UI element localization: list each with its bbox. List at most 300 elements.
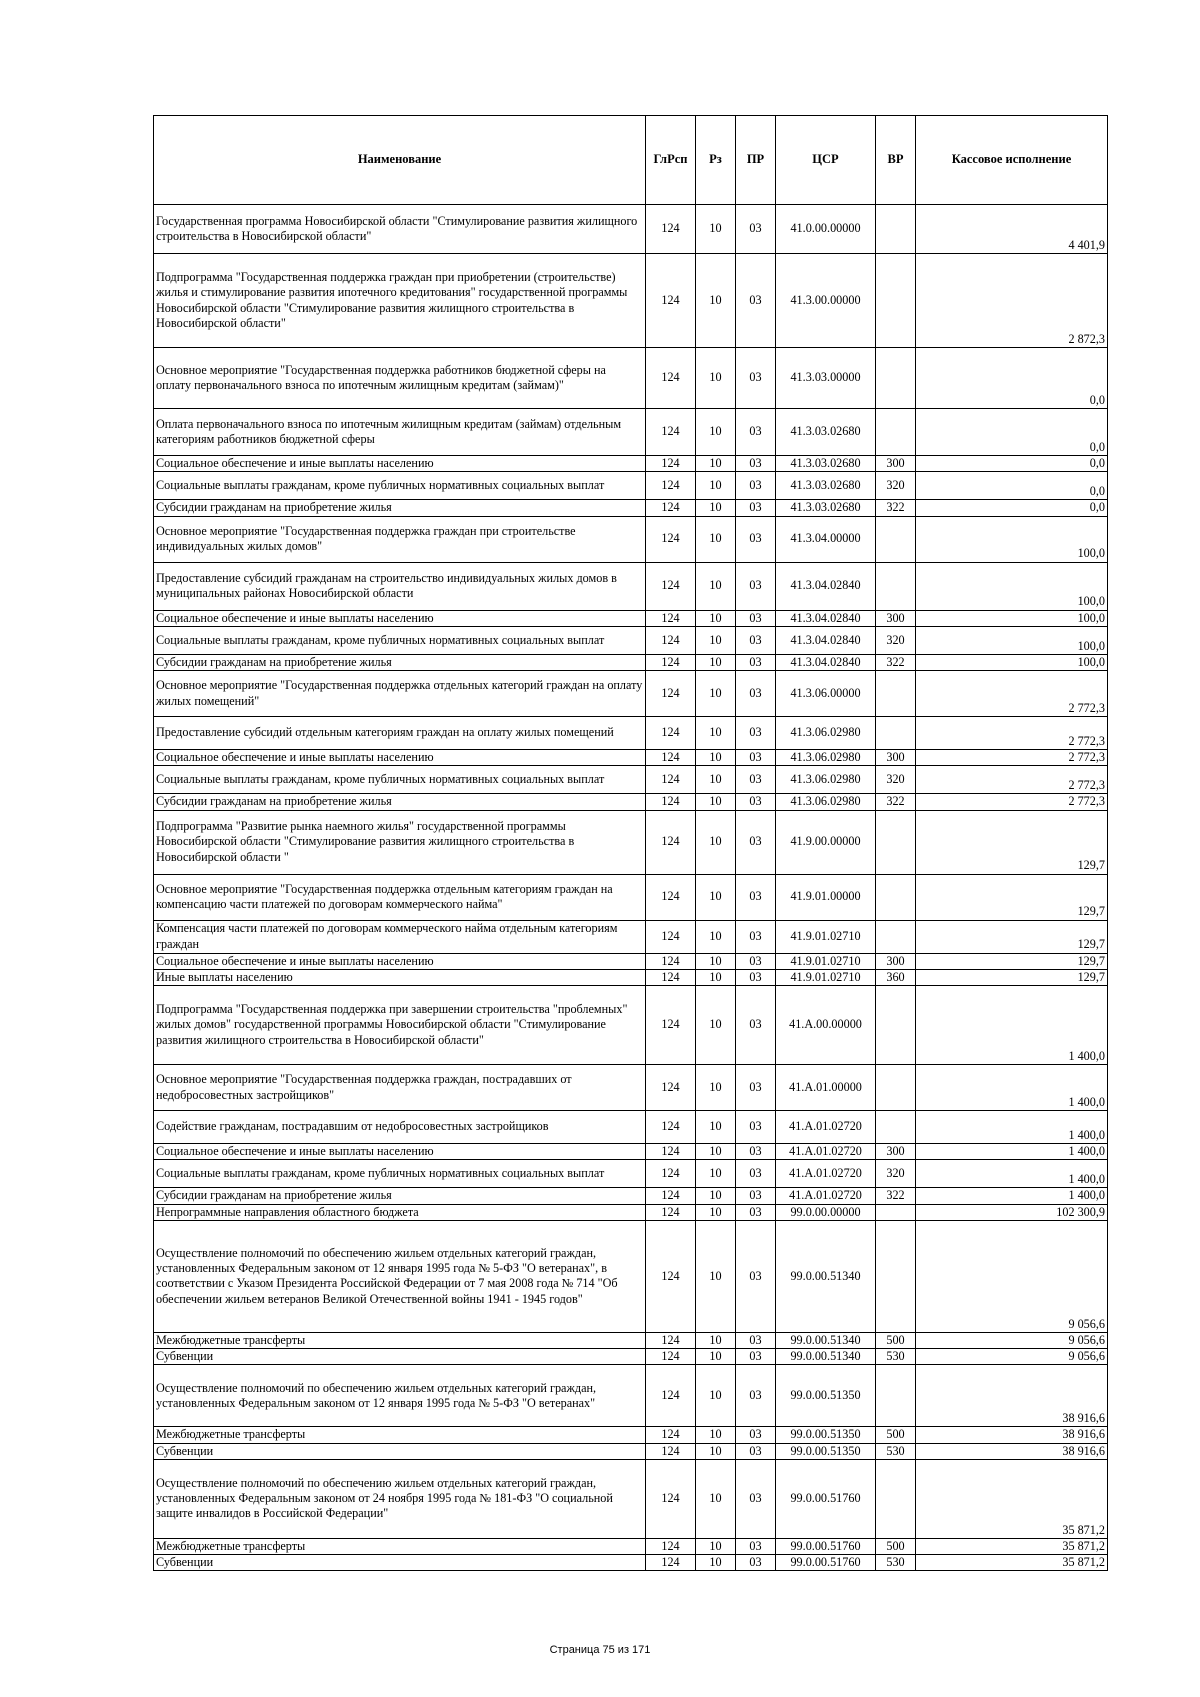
cell-csr: 41.A.00.00000 — [776, 986, 876, 1065]
cell-pr: 03 — [736, 516, 776, 562]
table-row — [154, 456, 1108, 472]
cell-name: Социальные выплаты гражданам, кроме публичных нормативных социальных выплат — [154, 1160, 646, 1188]
cell-rz: 10 — [696, 874, 736, 920]
cell-amount: 9 056,6 — [916, 1220, 1108, 1332]
cell-vr: 320 — [876, 766, 916, 794]
cell-amount: 2 772,3 — [916, 766, 1108, 794]
table-row — [154, 1220, 1108, 1332]
cell-name: Социальные выплаты гражданам, кроме публичных нормативных социальных выплат — [154, 766, 646, 794]
cell-amount: 35 871,2 — [916, 1459, 1108, 1538]
budget-execution-table — [153, 115, 1108, 1571]
cell-glrsp: 124 — [646, 969, 696, 985]
cell-rz: 10 — [696, 562, 736, 610]
cell-vr — [876, 1111, 916, 1144]
cell-vr: 320 — [876, 1160, 916, 1188]
cell-glrsp: 124 — [646, 1160, 696, 1188]
cell-vr — [876, 409, 916, 456]
cell-name: Социальное обеспечение и иные выплаты населению — [154, 456, 646, 472]
cell-pr: 03 — [736, 1144, 776, 1160]
cell-csr: 99.0.00.51760 — [776, 1555, 876, 1571]
header-pr: ПР — [736, 116, 776, 205]
table-row — [154, 953, 1108, 969]
cell-pr: 03 — [736, 671, 776, 717]
header-csr: ЦСР — [776, 116, 876, 205]
cell-csr: 41.A.01.00000 — [776, 1065, 876, 1111]
cell-vr: 322 — [876, 1188, 916, 1204]
cell-amount: 1 400,0 — [916, 1160, 1108, 1188]
cell-glrsp: 124 — [646, 1349, 696, 1365]
table-row — [154, 1144, 1108, 1160]
cell-csr: 41.3.06.00000 — [776, 671, 876, 717]
table-row — [154, 1204, 1108, 1220]
cell-vr: 500 — [876, 1538, 916, 1554]
cell-csr: 99.0.00.51350 — [776, 1365, 876, 1427]
table-header-row — [154, 116, 1108, 205]
cell-glrsp: 124 — [646, 874, 696, 920]
cell-rz: 10 — [696, 1349, 736, 1365]
cell-amount: 9 056,6 — [916, 1349, 1108, 1365]
cell-pr: 03 — [736, 953, 776, 969]
cell-vr: 322 — [876, 654, 916, 670]
table-row — [154, 654, 1108, 670]
page-number: Страница 75 из 171 — [549, 1644, 651, 1656]
cell-csr: 41.3.06.02980 — [776, 717, 876, 750]
cell-pr: 03 — [736, 348, 776, 409]
cell-name: Субсидии гражданам на приобретение жилья — [154, 500, 646, 516]
table-row — [154, 562, 1108, 610]
cell-name: Предоставление субсидий отдельным категориям граждан на оплату жилых помещений — [154, 717, 646, 750]
cell-csr: 99.0.00.51340 — [776, 1220, 876, 1332]
cell-csr: 41.0.00.00000 — [776, 205, 876, 254]
cell-pr: 03 — [736, 1204, 776, 1220]
table-row — [154, 610, 1108, 626]
cell-rz: 10 — [696, 610, 736, 626]
cell-amount: 129,7 — [916, 874, 1108, 920]
table-row — [154, 874, 1108, 920]
cell-amount: 0,0 — [916, 500, 1108, 516]
table-row — [154, 986, 1108, 1065]
cell-glrsp: 124 — [646, 562, 696, 610]
table-row — [154, 1555, 1108, 1571]
table-row — [154, 794, 1108, 810]
cell-vr: 360 — [876, 969, 916, 985]
cell-glrsp: 124 — [646, 1538, 696, 1554]
cell-vr: 530 — [876, 1443, 916, 1459]
cell-pr: 03 — [736, 1538, 776, 1554]
document-page — [153, 115, 1107, 1571]
cell-csr: 41.3.06.02980 — [776, 794, 876, 810]
cell-amount: 38 916,6 — [916, 1443, 1108, 1459]
cell-rz: 10 — [696, 500, 736, 516]
cell-amount: 1 400,0 — [916, 1188, 1108, 1204]
table-row — [154, 1459, 1108, 1538]
table-row — [154, 1443, 1108, 1459]
cell-glrsp: 124 — [646, 205, 696, 254]
cell-pr: 03 — [736, 766, 776, 794]
cell-pr: 03 — [736, 500, 776, 516]
table-row — [154, 766, 1108, 794]
cell-vr — [876, 717, 916, 750]
cell-name: Государственная программа Новосибирской области "Стимулирование развития жилищного строительства в Новосибирской области" — [154, 205, 646, 254]
cell-csr: 41.3.04.02840 — [776, 562, 876, 610]
cell-amount: 0,0 — [916, 472, 1108, 500]
cell-vr: 300 — [876, 456, 916, 472]
cell-rz: 10 — [696, 986, 736, 1065]
cell-csr: 41.A.01.02720 — [776, 1111, 876, 1144]
cell-name: Осуществление полномочий по обеспечению жильем отдельных категорий граждан, установленных Федеральным законом от 12 января 1995 года № 5-ФЗ "О ветеранах", в соответствии с Указом Президента Российской Федерации от 7 мая 2008 года № 714 "Об обеспечении жильем ветеранов Великой Отечественной войны 1941 - 1945 годов" — [154, 1220, 646, 1332]
cell-rz: 10 — [696, 456, 736, 472]
cell-glrsp: 124 — [646, 1188, 696, 1204]
cell-pr: 03 — [736, 1332, 776, 1348]
cell-amount: 2 772,3 — [916, 717, 1108, 750]
table-row — [154, 1349, 1108, 1365]
cell-pr: 03 — [736, 1443, 776, 1459]
cell-vr — [876, 920, 916, 953]
cell-rz: 10 — [696, 1555, 736, 1571]
cell-vr: 530 — [876, 1555, 916, 1571]
cell-csr: 41.9.01.02710 — [776, 920, 876, 953]
cell-csr: 41.A.01.02720 — [776, 1160, 876, 1188]
cell-pr: 03 — [736, 794, 776, 810]
cell-glrsp: 124 — [646, 1459, 696, 1538]
cell-amount: 35 871,2 — [916, 1538, 1108, 1554]
cell-glrsp: 124 — [646, 1204, 696, 1220]
cell-glrsp: 124 — [646, 1144, 696, 1160]
cell-rz: 10 — [696, 254, 736, 348]
cell-glrsp: 124 — [646, 810, 696, 874]
cell-glrsp: 124 — [646, 920, 696, 953]
cell-csr: 99.0.00.51350 — [776, 1427, 876, 1443]
cell-name: Оплата первоначального взноса по ипотечным жилищным кредитам (займам) отдельным категориям работников бюджетной сферы — [154, 409, 646, 456]
cell-pr: 03 — [736, 1459, 776, 1538]
table-row — [154, 1188, 1108, 1204]
cell-vr: 500 — [876, 1427, 916, 1443]
cell-csr: 99.0.00.51760 — [776, 1538, 876, 1554]
cell-rz: 10 — [696, 1111, 736, 1144]
cell-name: Субвенции — [154, 1555, 646, 1571]
table-row — [154, 348, 1108, 409]
cell-vr — [876, 254, 916, 348]
cell-amount: 129,7 — [916, 920, 1108, 953]
cell-csr: 41.9.01.00000 — [776, 874, 876, 920]
cell-vr — [876, 205, 916, 254]
cell-amount: 100,0 — [916, 516, 1108, 562]
cell-pr: 03 — [736, 1065, 776, 1111]
cell-rz: 10 — [696, 516, 736, 562]
cell-rz: 10 — [696, 794, 736, 810]
table-row — [154, 516, 1108, 562]
cell-pr: 03 — [736, 205, 776, 254]
header-name: Наименование — [154, 116, 646, 205]
cell-name: Межбюджетные трансферты — [154, 1332, 646, 1348]
cell-glrsp: 124 — [646, 1427, 696, 1443]
cell-glrsp: 124 — [646, 750, 696, 766]
cell-glrsp: 124 — [646, 254, 696, 348]
cell-name: Социальное обеспечение и иные выплаты населению — [154, 1144, 646, 1160]
cell-pr: 03 — [736, 1365, 776, 1427]
cell-glrsp: 124 — [646, 717, 696, 750]
cell-name: Субсидии гражданам на приобретение жилья — [154, 654, 646, 670]
cell-pr: 03 — [736, 1427, 776, 1443]
header-rz: Рз — [696, 116, 736, 205]
cell-name: Подпрограмма "Государственная поддержка при завершении строительства "проблемных" жилых домов" государственной программы Новосибирской области "Стимулирование развития жилищного строительства в Новосибирской области" — [154, 986, 646, 1065]
table-body — [154, 205, 1108, 1571]
cell-pr: 03 — [736, 986, 776, 1065]
cell-csr: 41.3.04.02840 — [776, 654, 876, 670]
cell-name: Социальное обеспечение и иные выплаты населению — [154, 750, 646, 766]
table-row — [154, 1365, 1108, 1427]
cell-pr: 03 — [736, 254, 776, 348]
cell-csr: 41.3.03.02680 — [776, 456, 876, 472]
cell-vr — [876, 562, 916, 610]
cell-amount: 38 916,6 — [916, 1365, 1108, 1427]
cell-rz: 10 — [696, 810, 736, 874]
table-row — [154, 920, 1108, 953]
cell-pr: 03 — [736, 1555, 776, 1571]
cell-vr — [876, 1365, 916, 1427]
cell-amount: 1 400,0 — [916, 1065, 1108, 1111]
cell-csr: 41.3.03.02680 — [776, 472, 876, 500]
cell-rz: 10 — [696, 1065, 736, 1111]
cell-vr — [876, 1204, 916, 1220]
table-row — [154, 671, 1108, 717]
cell-name: Межбюджетные трансферты — [154, 1538, 646, 1554]
cell-csr: 41.3.04.00000 — [776, 516, 876, 562]
cell-vr: 320 — [876, 626, 916, 654]
cell-amount: 129,7 — [916, 953, 1108, 969]
cell-pr: 03 — [736, 610, 776, 626]
cell-rz: 10 — [696, 1365, 736, 1427]
cell-amount: 100,0 — [916, 626, 1108, 654]
table-row — [154, 1332, 1108, 1348]
cell-amount: 129,7 — [916, 969, 1108, 985]
page-footer — [0, 1644, 1200, 1656]
cell-amount: 1 400,0 — [916, 1111, 1108, 1144]
cell-amount: 1 400,0 — [916, 986, 1108, 1065]
cell-csr: 99.0.00.51340 — [776, 1349, 876, 1365]
cell-glrsp: 124 — [646, 1365, 696, 1427]
cell-name: Субсидии гражданам на приобретение жилья — [154, 1188, 646, 1204]
cell-name: Основное мероприятие "Государственная поддержка граждан, пострадавших от недобросовестных застройщиков" — [154, 1065, 646, 1111]
cell-glrsp: 124 — [646, 500, 696, 516]
cell-glrsp: 124 — [646, 472, 696, 500]
table-row — [154, 254, 1108, 348]
table-row — [154, 717, 1108, 750]
cell-amount: 4 401,9 — [916, 205, 1108, 254]
cell-name: Межбюджетные трансферты — [154, 1427, 646, 1443]
cell-name: Подпрограмма "Развитие рынка наемного жилья" государственной программы Новосибирской области "Стимулирование развития жилищного строительства в Новосибирской области " — [154, 810, 646, 874]
cell-pr: 03 — [736, 456, 776, 472]
cell-rz: 10 — [696, 969, 736, 985]
cell-csr: 99.0.00.00000 — [776, 1204, 876, 1220]
cell-csr: 41.3.06.02980 — [776, 766, 876, 794]
cell-csr: 99.0.00.51340 — [776, 1332, 876, 1348]
cell-name: Предоставление субсидий гражданам на строительство индивидуальных жилых домов в муниципальных районах Новосибирской области — [154, 562, 646, 610]
table-row — [154, 810, 1108, 874]
cell-name: Содействие гражданам, пострадавшим от недобросовестных застройщиков — [154, 1111, 646, 1144]
cell-csr: 41.3.04.02840 — [776, 626, 876, 654]
table-row — [154, 1111, 1108, 1144]
cell-rz: 10 — [696, 717, 736, 750]
cell-pr: 03 — [736, 1349, 776, 1365]
cell-glrsp: 124 — [646, 456, 696, 472]
cell-vr — [876, 810, 916, 874]
cell-vr: 530 — [876, 1349, 916, 1365]
cell-pr: 03 — [736, 717, 776, 750]
cell-pr: 03 — [736, 1220, 776, 1332]
cell-amount: 38 916,6 — [916, 1427, 1108, 1443]
cell-glrsp: 124 — [646, 409, 696, 456]
cell-glrsp: 124 — [646, 1111, 696, 1144]
cell-pr: 03 — [736, 409, 776, 456]
cell-name: Основное мероприятие "Государственная поддержка отдельным категориям граждан на компенсацию части платежей по договорам коммерческого найма" — [154, 874, 646, 920]
cell-pr: 03 — [736, 874, 776, 920]
cell-vr: 322 — [876, 794, 916, 810]
cell-name: Социальное обеспечение и иные выплаты населению — [154, 953, 646, 969]
cell-glrsp: 124 — [646, 516, 696, 562]
cell-csr: 41.9.01.02710 — [776, 953, 876, 969]
cell-rz: 10 — [696, 1188, 736, 1204]
cell-csr: 99.0.00.51350 — [776, 1443, 876, 1459]
cell-rz: 10 — [696, 472, 736, 500]
cell-rz: 10 — [696, 626, 736, 654]
cell-amount: 2 772,3 — [916, 794, 1108, 810]
cell-glrsp: 124 — [646, 1443, 696, 1459]
table-row — [154, 1065, 1108, 1111]
cell-pr: 03 — [736, 562, 776, 610]
cell-vr — [876, 874, 916, 920]
cell-rz: 10 — [696, 1427, 736, 1443]
cell-pr: 03 — [736, 920, 776, 953]
cell-pr: 03 — [736, 810, 776, 874]
table-row — [154, 409, 1108, 456]
cell-rz: 10 — [696, 1204, 736, 1220]
cell-vr — [876, 516, 916, 562]
cell-rz: 10 — [696, 1538, 736, 1554]
cell-csr: 41.3.04.02840 — [776, 610, 876, 626]
cell-name: Социальное обеспечение и иные выплаты населению — [154, 610, 646, 626]
cell-amount: 2 872,3 — [916, 254, 1108, 348]
cell-name: Непрограммные направления областного бюджета — [154, 1204, 646, 1220]
table-row — [154, 205, 1108, 254]
cell-pr: 03 — [736, 1111, 776, 1144]
cell-vr: 300 — [876, 953, 916, 969]
cell-csr: 41.3.06.02980 — [776, 750, 876, 766]
cell-vr — [876, 986, 916, 1065]
cell-glrsp: 124 — [646, 953, 696, 969]
cell-pr: 03 — [736, 626, 776, 654]
cell-pr: 03 — [736, 1160, 776, 1188]
cell-vr — [876, 1459, 916, 1538]
cell-rz: 10 — [696, 409, 736, 456]
cell-glrsp: 124 — [646, 986, 696, 1065]
cell-amount: 1 400,0 — [916, 1144, 1108, 1160]
cell-glrsp: 124 — [646, 1065, 696, 1111]
table-row — [154, 969, 1108, 985]
cell-vr — [876, 1220, 916, 1332]
cell-name: Основное мероприятие "Государственная поддержка работников бюджетной сферы на оплату первоначального взноса по ипотечным жилищным кредитам (займам)" — [154, 348, 646, 409]
cell-amount: 0,0 — [916, 348, 1108, 409]
cell-rz: 10 — [696, 205, 736, 254]
cell-vr — [876, 1065, 916, 1111]
cell-pr: 03 — [736, 750, 776, 766]
cell-vr: 500 — [876, 1332, 916, 1348]
cell-name: Основное мероприятие "Государственная поддержка граждан при строительстве индивидуальных жилых домов" — [154, 516, 646, 562]
cell-pr: 03 — [736, 472, 776, 500]
cell-rz: 10 — [696, 1443, 736, 1459]
cell-vr — [876, 348, 916, 409]
cell-glrsp: 124 — [646, 348, 696, 409]
cell-name: Основное мероприятие "Государственная поддержка отдельных категорий граждан на оплату жилых помещений" — [154, 671, 646, 717]
cell-vr: 320 — [876, 472, 916, 500]
cell-csr: 41.9.00.00000 — [776, 810, 876, 874]
cell-glrsp: 124 — [646, 1220, 696, 1332]
cell-csr: 41.A.01.02720 — [776, 1144, 876, 1160]
cell-amount: 100,0 — [916, 610, 1108, 626]
cell-rz: 10 — [696, 953, 736, 969]
cell-vr: 300 — [876, 750, 916, 766]
cell-glrsp: 124 — [646, 654, 696, 670]
cell-name: Субсидии гражданам на приобретение жилья — [154, 794, 646, 810]
cell-amount: 2 772,3 — [916, 750, 1108, 766]
cell-csr: 41.3.03.00000 — [776, 348, 876, 409]
table-row — [154, 626, 1108, 654]
cell-csr: 41.A.01.02720 — [776, 1188, 876, 1204]
cell-rz: 10 — [696, 1220, 736, 1332]
cell-pr: 03 — [736, 654, 776, 670]
cell-glrsp: 124 — [646, 671, 696, 717]
cell-glrsp: 124 — [646, 766, 696, 794]
cell-pr: 03 — [736, 969, 776, 985]
cell-amount: 35 871,2 — [916, 1555, 1108, 1571]
cell-vr — [876, 671, 916, 717]
cell-csr: 41.3.03.02680 — [776, 500, 876, 516]
cell-glrsp: 124 — [646, 794, 696, 810]
cell-glrsp: 124 — [646, 626, 696, 654]
cell-amount: 2 772,3 — [916, 671, 1108, 717]
cell-rz: 10 — [696, 348, 736, 409]
cell-rz: 10 — [696, 920, 736, 953]
table-row — [154, 1538, 1108, 1554]
cell-pr: 03 — [736, 1188, 776, 1204]
cell-rz: 10 — [696, 750, 736, 766]
cell-rz: 10 — [696, 1332, 736, 1348]
cell-vr: 300 — [876, 1144, 916, 1160]
header-glrsp: ГлРсп — [646, 116, 696, 205]
cell-name: Осуществление полномочий по обеспечению жильем отдельных категорий граждан, установленных Федеральным законом от 24 ноября 1995 года № 181-ФЗ "О социальной защите инвалидов в Российской Федерации" — [154, 1459, 646, 1538]
cell-vr: 322 — [876, 500, 916, 516]
cell-rz: 10 — [696, 1459, 736, 1538]
table-row — [154, 1160, 1108, 1188]
cell-glrsp: 124 — [646, 1555, 696, 1571]
cell-csr: 41.3.00.00000 — [776, 254, 876, 348]
cell-name: Социальные выплаты гражданам, кроме публичных нормативных социальных выплат — [154, 626, 646, 654]
cell-csr: 41.3.03.02680 — [776, 409, 876, 456]
cell-name: Подпрограмма "Государственная поддержка граждан при приобретении (строительстве) жилья и стимулирование развития ипотечного кредитования" государственной программы Новосибирской области "Стимулирование развития жилищного строительства в Новосибирской области" — [154, 254, 646, 348]
cell-name: Субвенции — [154, 1349, 646, 1365]
cell-amount: 0,0 — [916, 456, 1108, 472]
cell-rz: 10 — [696, 671, 736, 717]
cell-glrsp: 124 — [646, 610, 696, 626]
cell-amount: 100,0 — [916, 562, 1108, 610]
header-amount: Кассовое исполнение — [916, 116, 1108, 205]
cell-amount: 102 300,9 — [916, 1204, 1108, 1220]
cell-name: Компенсация части платежей по договорам коммерческого найма отдельным категориям граждан — [154, 920, 646, 953]
cell-csr: 99.0.00.51760 — [776, 1459, 876, 1538]
table-row — [154, 1427, 1108, 1443]
cell-amount: 129,7 — [916, 810, 1108, 874]
cell-rz: 10 — [696, 766, 736, 794]
